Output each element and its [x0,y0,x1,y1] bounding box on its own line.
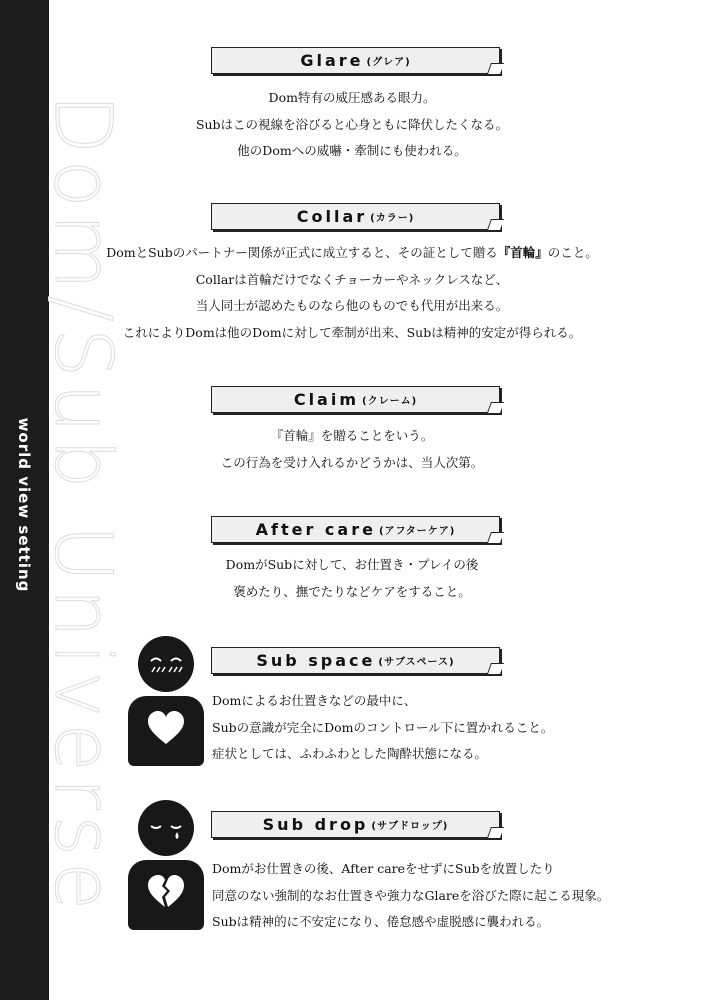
subdrop-text [212,856,692,936]
collar-subtitle: (カラー) [370,213,415,224]
collar-line: 当人同士が認めたものなら他のものでも代用が出来る。 [195,298,509,313]
subdrop-line: Subは精神的に不安定になり、倦怠感や虚脱感に襲われる。 [212,914,550,929]
glare-line: 他のDomへの威嚇・牽制にも使われる。 [237,143,467,158]
subdrop-subtitle: (サブドロップ) [371,821,449,832]
subspace-subtitle: (サブスペース) [378,657,455,668]
glare-line: Dom特有の威圧感ある眼力。 [268,90,436,105]
subdrop-title-box [211,811,500,838]
watermark-title: Dom/Sub Universe [37,93,127,917]
subdrop-line: Domがお仕置きの後、After careをせずにSubを放置したり [212,861,555,876]
collar-emphasis: 『首輪』 [497,245,548,260]
claim-title: Claim [293,390,360,409]
body-silhouette [128,860,204,930]
collar-text [0,240,704,346]
glare-line: Subはこの視線を浴びると心身ともに降伏したくなる。 [195,116,509,132]
aftercare-title: After care [255,520,376,539]
claim-subtitle: (クレーム) [362,396,418,407]
claim-line: この行為を受け入れるかどうかは、当人次第。 [220,454,484,470]
subdrop-title: Sub drop [262,815,369,834]
glare-title: Glare [300,51,364,70]
heart-icon [147,710,185,746]
aftercare-line: 褒めたり、撫でたりなどケアをすること。 [233,583,471,599]
claim-text [0,423,704,476]
collar-line: DomとSubのパートナー関係が正式に成立すると、その証として贈る『首輪』のこと。 [106,245,598,260]
subspace-text [212,688,692,768]
aftercare-text [0,552,704,605]
aftercare-subtitle: (アフターケア) [378,526,456,537]
body-silhouette [128,696,204,766]
crying-face-icon [138,800,194,856]
glare-text [0,85,704,165]
closed-eyes-icon [138,636,194,692]
broken-heart-icon [147,874,185,910]
subspace-line: 症状としては、ふわふわとした陶酔状態になる。 [212,746,488,761]
collar-line: これによりDomは他のDomに対して牽制が出来、Subは精神的安定が得られる。 [122,324,582,340]
subspace-title: Sub space [256,651,376,670]
collar-title-box [211,203,500,230]
subspace-line: Subの意識が完全にDomのコントロール下に置かれること。 [212,719,554,735]
claim-title-box [211,386,500,413]
glare-title-box [211,47,500,74]
sidebar-label: world view setting [15,417,33,593]
teary-eyes-icon [138,800,194,856]
aftercare-title-box [211,516,500,543]
subspace-line: Domによるお仕置きなどの最中に、 [212,693,417,708]
aftercare-line: DomがSubに対して、お仕置き・プレイの後 [225,557,479,572]
collar-line: Collarは首輪だけでなくチョーカーやネックレスなど、 [195,271,509,287]
subdrop-line: 同意のない強制的なお仕置きや強力なGlareを浴びた際に起こる現象。 [212,887,610,903]
collar-title: Collar [296,207,368,226]
smiling-face-icon [138,636,194,692]
subspace-title-box [211,647,500,674]
glare-subtitle: (グレア) [366,57,411,68]
claim-line: 『首輪』を贈ることをいう。 [270,428,434,443]
